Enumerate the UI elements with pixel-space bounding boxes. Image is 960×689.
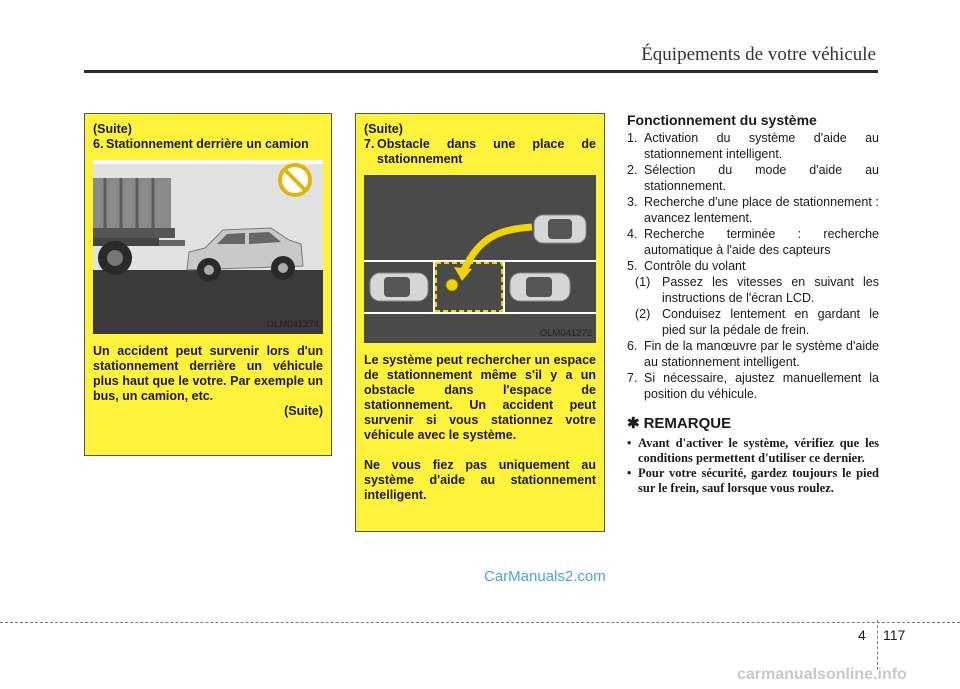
watermark-link[interactable]: CarManuals2.com xyxy=(484,568,606,585)
note-item: • Pour votre sécurité, gardez toujours le pied sur le frein, sauf lorsque vous roulez. xyxy=(627,466,879,495)
figure-obstacle-parking xyxy=(364,175,596,343)
suite-bottom: (Suite) xyxy=(284,404,323,418)
bullet-icon: • xyxy=(627,466,632,480)
footer-rule xyxy=(0,622,960,623)
suite-top: (Suite) xyxy=(93,122,132,136)
box-body-2: Ne vous fiez pas uniquement au système d'aide au stationnement intelligent. xyxy=(364,458,596,502)
truck-parking-illustration xyxy=(93,160,323,334)
page-number: 117 xyxy=(883,627,906,643)
note-title: ✱ REMARQUE xyxy=(627,415,732,432)
step-4: 4. Recherche terminée : recherche automatique à l'aide des capteurs xyxy=(627,227,879,257)
section-title: Fonctionnement du système xyxy=(627,112,817,128)
warning-box-truck xyxy=(84,113,332,456)
step-1: 1. Activation du système d'aide au stationnement intelligent. xyxy=(627,131,879,161)
suite-top: (Suite) xyxy=(364,122,403,136)
substep-1: (1) Passez les vitesses en suivant les instructions de l'écran LCD. xyxy=(635,275,879,305)
step-6: 6. Fin de la manœuvre par le système d'aide au stationnement intelligent. xyxy=(627,339,879,369)
header-rule xyxy=(84,70,878,73)
page-header-title: Équipements de votre véhicule xyxy=(641,44,876,65)
obstacle-parking-illustration xyxy=(364,175,596,343)
operation-column xyxy=(627,112,879,496)
figure-truck-parking xyxy=(93,160,323,334)
box-item-6: 6. Stationnement derrière un camion xyxy=(93,137,309,151)
page-separator xyxy=(877,620,878,670)
asterisk-icon: ✱ xyxy=(627,415,640,432)
box-body: Un accident peut survenir lors d'un stationnement derrière un véhicule plus haut que le votre. Par exemple un bus, un camion, etc. xyxy=(93,344,323,403)
box-body-1: Le système peut rechercher un espace de stationnement même s'il y a un obstacle dans l'espace de stationnement. Un accident peut survenir si vous stationnez votre véhicule avec le système. xyxy=(364,353,596,442)
substep-2: (2) Conduisez lentement en gardant le pied sur la pédale de frein. xyxy=(635,307,879,337)
step-2: 2. Sélection du mode d'aide au stationnement. xyxy=(627,163,879,193)
chapter-number: 4 xyxy=(858,627,866,643)
figure-code: OLM041274 xyxy=(266,319,319,330)
warning-box-obstacle xyxy=(355,113,605,532)
box-item-7: 7. Obstacle dans une place de stationnement xyxy=(364,137,596,166)
figure-code: OLM041272 xyxy=(539,328,592,339)
step-3: 3. Recherche d'une place de stationnement : avancez lentement. xyxy=(627,195,879,225)
site-watermark[interactable]: carmanualsonline.info xyxy=(737,666,907,683)
note-item: • Avant d'activer le système, vérifiez que les conditions permettent d'utiliser ce dernier. xyxy=(627,436,879,465)
bullet-icon: • xyxy=(627,436,632,450)
step-5: 5. Contrôle du volant xyxy=(627,259,746,273)
step-7: 7. Si nécessaire, ajustez manuellement la position du véhicule. xyxy=(627,371,879,401)
